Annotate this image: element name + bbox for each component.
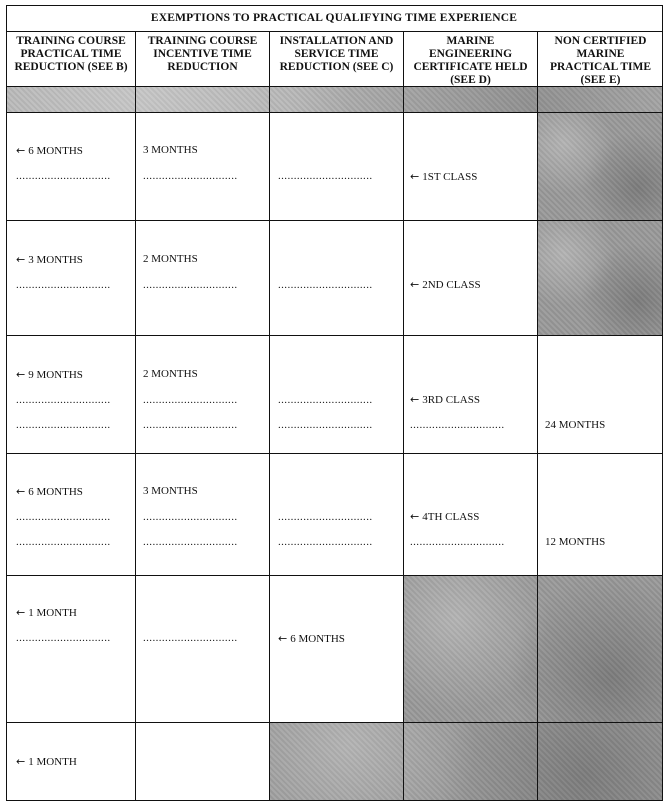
blank-line: .............................. (16, 511, 111, 523)
table-border (6, 5, 663, 6)
table-border (6, 5, 7, 801)
blank-line: .............................. (16, 394, 111, 406)
row1-col2-value: 3 MONTHS (143, 144, 198, 156)
table-border (135, 31, 136, 801)
cell-label: 9 MONTHS (28, 369, 83, 381)
cell-label: 1 MONTH (28, 607, 77, 619)
header-line: PRACTICAL TIME (549, 61, 652, 73)
table-border (6, 575, 663, 576)
blank-line: .............................. (143, 632, 238, 644)
blank-line: .............................. (16, 536, 111, 548)
table-border (6, 453, 663, 454)
row2-col1-value (16, 253, 83, 266)
arrow-left-icon: ← (16, 755, 26, 768)
row3-col1-value (16, 368, 83, 381)
blank-line: .............................. (16, 419, 111, 431)
shaded-cell (270, 722, 663, 800)
arrow-left-icon: ← (16, 144, 26, 157)
arrow-left-icon: ← (410, 170, 420, 183)
header-line: REDUCTION (167, 61, 238, 73)
header-line: (SEE E) (580, 74, 621, 86)
table-border (6, 31, 663, 32)
table-border (6, 112, 663, 113)
header-line: TRAINING COURSE (16, 35, 126, 47)
table-border (6, 800, 663, 801)
header-line: (SEE D) (450, 74, 491, 86)
cell-label: 3 MONTHS (28, 254, 83, 266)
header-line: INSTALLATION AND (279, 35, 394, 47)
row4-col4-value (410, 510, 479, 523)
blank-line: .............................. (278, 536, 373, 548)
arrow-left-icon: ← (16, 606, 26, 619)
cell-label: 1ST CLASS (422, 171, 478, 183)
table-border (6, 335, 663, 336)
arrow-left-icon: ← (410, 278, 420, 291)
arrow-left-icon: ← (410, 510, 420, 523)
blank-line: .............................. (278, 394, 373, 406)
cell-label: 4TH CLASS (422, 511, 480, 523)
blank-line: .............................. (16, 632, 111, 644)
blank-line: .............................. (278, 170, 373, 182)
row3-col4-value (410, 393, 480, 406)
arrow-left-icon: ← (16, 368, 26, 381)
table-border (6, 722, 663, 723)
header-line: PRACTICAL TIME (20, 48, 122, 60)
blank-line: .............................. (410, 536, 505, 548)
arrow-left-icon: ← (278, 632, 288, 645)
table-border (6, 220, 663, 221)
blank-line: .............................. (143, 419, 238, 431)
row4-col2-value: 3 MONTHS (143, 485, 198, 497)
header-training-practical (7, 32, 135, 84)
blank-line: .............................. (143, 394, 238, 406)
row6-col1-value (16, 755, 77, 768)
shaded-header-strip (7, 86, 663, 112)
header-line: MARINE (576, 48, 625, 60)
header-line: NON CERTIFIED (554, 35, 647, 47)
blank-line: .............................. (278, 511, 373, 523)
shaded-cell (404, 575, 663, 722)
header-line: MARINE (446, 35, 495, 47)
cell-label: 2ND CLASS (422, 279, 481, 291)
header-line: REDUCTION (SEE B) (14, 61, 128, 73)
blank-line: .............................. (143, 279, 238, 291)
row5-col3-value (278, 632, 345, 645)
arrow-left-icon: ← (16, 253, 26, 266)
shaded-cell (538, 112, 663, 220)
blank-line: .............................. (143, 170, 238, 182)
header-line: ENGINEERING (428, 48, 513, 60)
header-line: REDUCTION (SEE C) (279, 61, 394, 73)
cell-label: 1 MONTH (28, 756, 77, 768)
row4-col5-value: 12 MONTHS (545, 536, 606, 548)
header-installation-service (270, 32, 403, 84)
arrow-left-icon: ← (410, 393, 420, 406)
header-line: INCENTIVE TIME (153, 48, 252, 60)
table-border (662, 5, 663, 801)
cell-label: 6 MONTHS (290, 633, 345, 645)
row1-col1-value (16, 144, 83, 157)
blank-line: .............................. (278, 419, 373, 431)
table-border (403, 31, 404, 801)
row2-col4-value (410, 278, 481, 291)
header-marine-certificate (404, 32, 537, 84)
row5-col1-value (16, 606, 77, 619)
header-training-incentive (136, 32, 269, 84)
row3-col2-value: 2 MONTHS (143, 368, 198, 380)
cell-label: 6 MONTHS (28, 486, 83, 498)
table-title: EXEMPTIONS TO PRACTICAL QUALIFYING TIME EXPERIENCE (150, 12, 518, 24)
table-border (269, 31, 270, 801)
blank-line: .............................. (16, 279, 111, 291)
blank-line: .............................. (143, 511, 238, 523)
row2-col2-value: 2 MONTHS (143, 253, 198, 265)
table-border (6, 86, 663, 87)
arrow-left-icon: ← (16, 485, 26, 498)
blank-line: .............................. (278, 279, 373, 291)
shaded-cell (538, 220, 663, 335)
cell-label: 3RD CLASS (422, 394, 480, 406)
blank-line: .............................. (143, 536, 238, 548)
header-line: SERVICE TIME (294, 48, 379, 60)
header-line: TRAINING COURSE (147, 35, 258, 47)
row3-col5-value: 24 MONTHS (545, 419, 606, 431)
table-border (537, 31, 538, 801)
row4-col1-value (16, 485, 83, 498)
blank-line: .............................. (16, 170, 111, 182)
cell-label: 6 MONTHS (28, 145, 83, 157)
blank-line: .............................. (410, 419, 505, 431)
header-line: CERTIFICATE HELD (413, 61, 528, 73)
row1-col4-value (410, 170, 477, 183)
header-non-certified (538, 32, 663, 84)
